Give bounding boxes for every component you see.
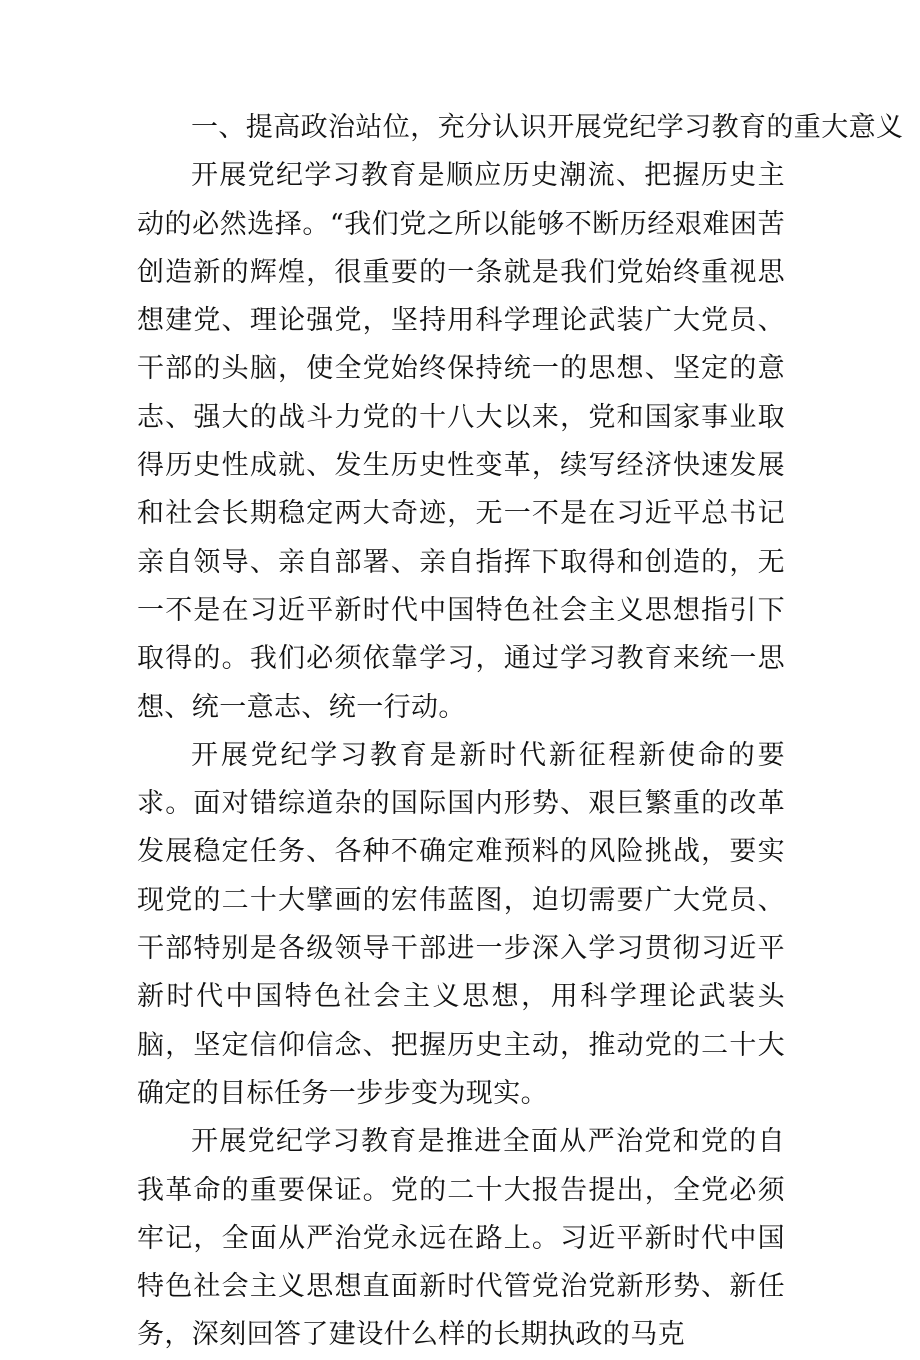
section-heading: 一、提高政治站位，充分认识开展党纪学习教育的重大意义 xyxy=(191,112,904,143)
paragraph-3: 开展党纪学习教育是推进全面从严治党和党的自我革命的重要保证。党的二十大报告提出，全党必须牢记，全面从严治党永远在路上。习近平新时代中国特色社会主义思想直面新时代管党治党新形势、新任务，深刻回答了建设什么样的长期执政的马克 xyxy=(137,1126,785,1351)
paragraph-1: 开展党纪学习教育是顺应历史潮流、把握历史主动的必然选择。“我们党之所以能够不断历经艰难困苦创造新的辉煌，很重要的一条就是我们党始终重视思想建党、理论强党，坚持用科学理论武装广大党员、干部的头脑，使全党始终保持统一的思想、坚定的意志、强大的战斗力党的十八大以来，党和国家事业取得历史性成就、发生历史性变革，续写经济快速发展和社会长期稳定两大奇迹，无一不是在习近平总书记亲自领导、亲自部署、亲自指挥下取得和创造的，无一不是在习近平新时代中国特色社会主义思想指引下取得的。我们必须依靠学习，通过学习教育来统一思想、统一意志、统一行动。 xyxy=(137,160,785,723)
paragraph-2: 开展党纪学习教育是新时代新征程新使命的要求。面对错综道杂的国际国内形势、艰巨繁重的改革发展稳定任务、各种不确定难预料的风险挑战，要实现党的二十大擘画的宏伟蓝图，迫切需要广大党员、干部特别是各级领导干部进一步深入学习贯彻习近平新时代中国特色社会主义思想，用科学理论武装头脑，坚定信仰信念、把握历史主动，推动党的二十大确定的目标任务一步步变为现实。 xyxy=(137,739,785,1109)
document-body xyxy=(137,104,904,1360)
